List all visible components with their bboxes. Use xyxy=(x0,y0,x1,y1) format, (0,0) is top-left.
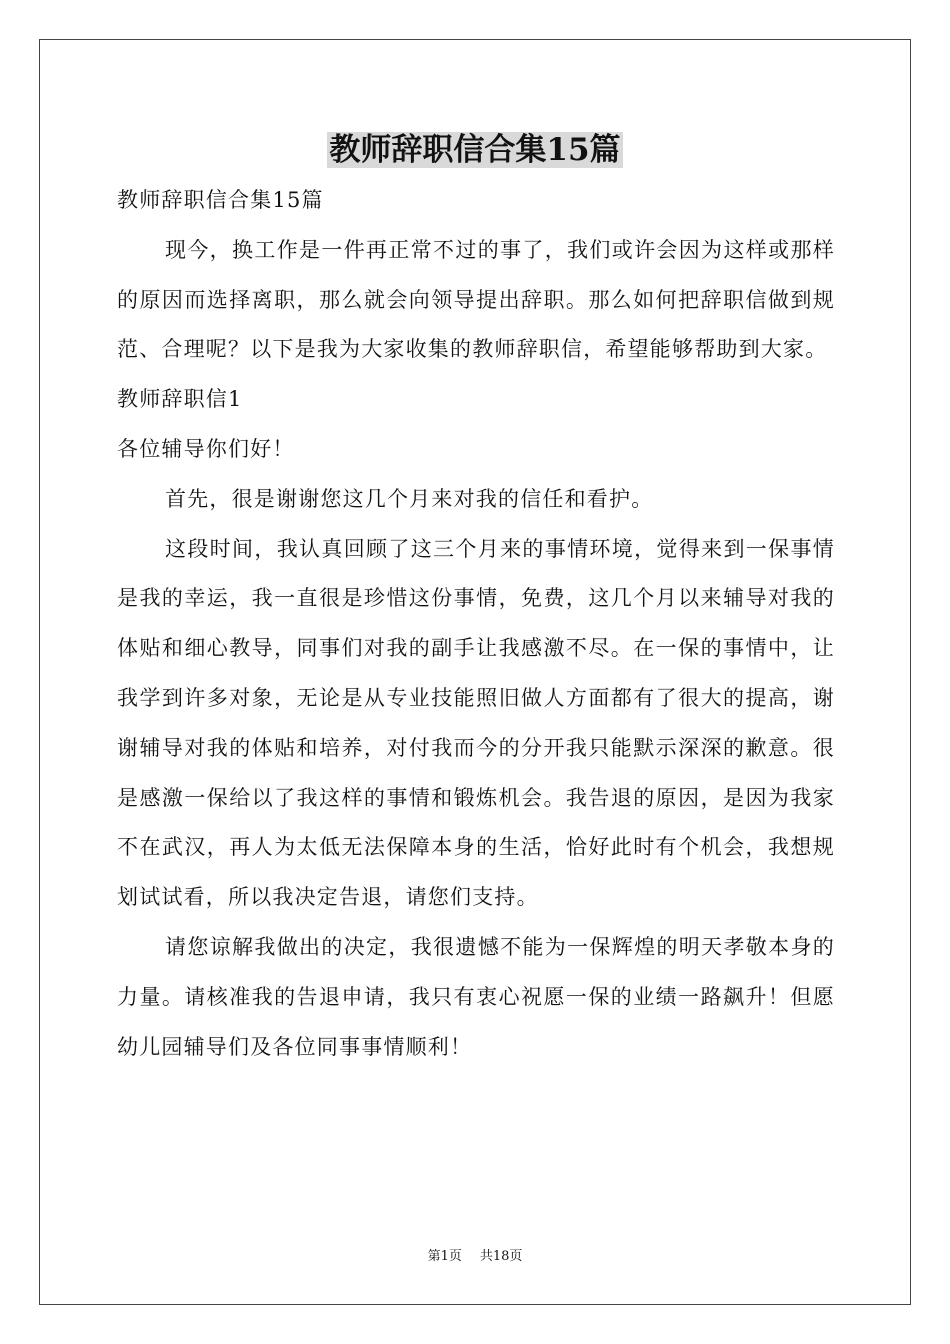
document-title-text: 教师辞职信合集15篇 xyxy=(329,132,621,168)
paragraph: 现今，换工作是一件再正常不过的事了，我们或许会因为这样或那样的原因而选择离职，那么就会向领导提出辞职。那么如何把辞职信做到规范、合理呢？以下是我为大家收集的教师辞职信，希望能够帮助到大家。 xyxy=(117,237,835,362)
page-footer xyxy=(0,1248,950,1266)
paragraph: 请您谅解我做出的决定，我很遗憾不能为一保辉煌的明天孝敬本身的力量。请核准我的告退申请，我只有衷心祝愿一保的业绩一路飙升！但愿幼儿园辅导们及各位同事事情顺利！ xyxy=(117,934,835,1059)
page-number: 第1页 xyxy=(427,1249,462,1264)
page-total: 共18页 xyxy=(479,1249,523,1264)
paragraph: 各位辅导你们好！ xyxy=(117,436,295,461)
paragraph: 教师辞职信合集15篇 xyxy=(117,188,324,212)
paragraph: 这段时间，我认真回顾了这三个月来的事情环境，觉得来到一保事情是我的幸运，我一直很是珍惜这份事情，免费，这几个月以来辅导对我的体贴和细心教导，同事们对我的副手让我感激不尽。在一保的事情中，让我学到许多对象，无论是从专业技能照旧做人方面都有了很大的提高，谢谢辅导对我的体贴和培养，对付我而今的分开我只能默示深深的歉意。很是感激一保给以了我这样的事情和锻炼机会。我告退的原因，是因为我家不在武汉，再人为太低无法保障本身的生活，恰好此时有个机会，我想规划试试看，所以我决定告退，请您们支持。 xyxy=(117,536,835,910)
paragraph: 教师辞职信1 xyxy=(117,387,243,412)
document-body xyxy=(117,176,835,1072)
document-title xyxy=(0,128,950,172)
paragraph: 首先，很是谢谢您这几个月来对我的信任和看护。 xyxy=(165,486,654,511)
